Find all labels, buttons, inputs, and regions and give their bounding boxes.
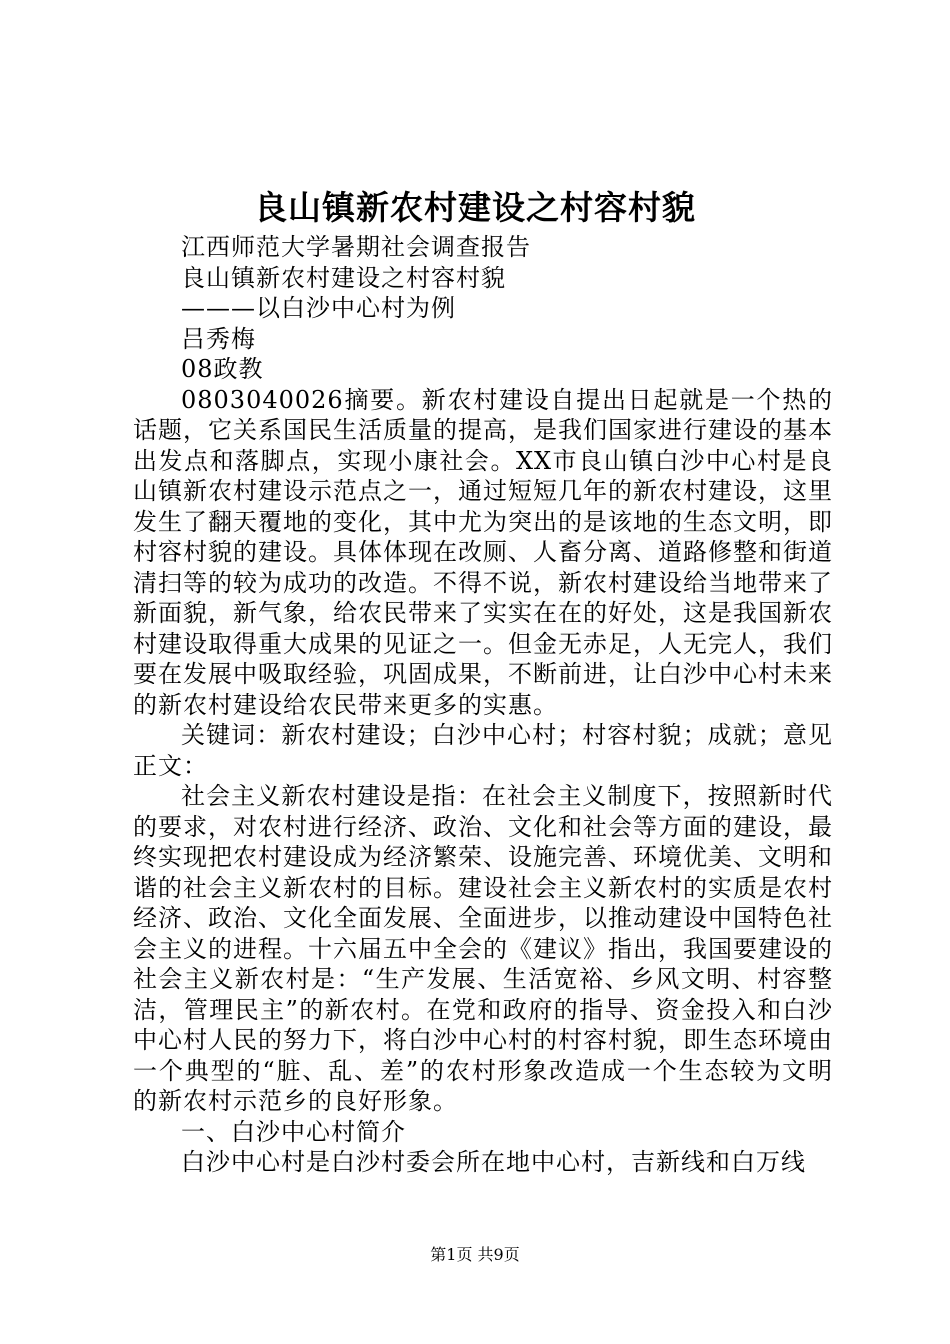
page-footer: 第1页 共9页 <box>430 1245 520 1264</box>
body-paragraph: 白沙中心村是白沙村委会所在地中心村，吉新线和白万线 <box>181 1148 806 1176</box>
header-line-class: 08政教 <box>181 355 264 383</box>
header-line-school: 江西师范大学暑期社会调查报告 <box>181 233 531 261</box>
document-body <box>133 232 833 1178</box>
section-heading: 一、白沙中心村简介 <box>181 1117 406 1146</box>
body-paragraph: 社会主义新农村建设是指：在社会主义制度下，按照新时代的要求，对农村进行经济、政治、文化和社会等方面的建设，最终实现把农村建设成为经济繁荣、设施完善、环境优美、文明和谐的社会主义新农村的目标。建设社会主义新农村的实质是农村经济、政治、文化全面发展、全面进步，以推动建设中国特色社会主义的进程。十六届五中全会的《建议》指出，我国要建设的社会主义新农村是：“生产发展、生活宽裕、乡风文明、村容整洁，管理民主”的新农村。在党和政府的指导、资金投入和白沙中心村人民的努力下，将白沙中心村的村容村貌，即生态环境由一个典型的“脏、乱、差”的农村形象改造成一个生态较为文明的新农村示范乡的良好形象。 <box>133 782 833 1115</box>
keywords-paragraph: 关键词：新农村建设；白沙中心村；村容村貌；成就；意见正文： <box>133 721 833 780</box>
abstract-paragraph: 0803040026摘要。新农村建设自提出日起就是一个热的话题，它关系国民生活质量的提高，是我们国家进行建设的基本出发点和落脚点，实现小康社会。XX市良山镇白沙中心村是良山镇新农村建设示范点之一，通过短短几年的新农村建设，这里发生了翻天覆地的变化，其中尤为突出的是该地的生态文明，即村容村貌的建设。具体体现在改厕、人畜分离、道路修整和街道清扫等的较为成功的改造。不得不说，新农村建设给当地带来了新面貌，新气象，给农民带来了实实在在的好处，这是我国新农村建设取得重大成果的见证之一。但金无赤足，人无完人，我们要在发展中吸取经验，巩固成果，不断前进，让白沙中心村未来的新农村建设给农民带来更多的实惠。 <box>133 385 833 719</box>
header-line-subtitle: ———以白沙中心村为例 <box>181 294 456 322</box>
document-title: 良山镇新农村建设之村容村貌 <box>254 188 696 227</box>
header-line-author: 吕秀梅 <box>181 324 256 353</box>
header-line-report-title: 良山镇新农村建设之村容村貌 <box>181 263 506 292</box>
